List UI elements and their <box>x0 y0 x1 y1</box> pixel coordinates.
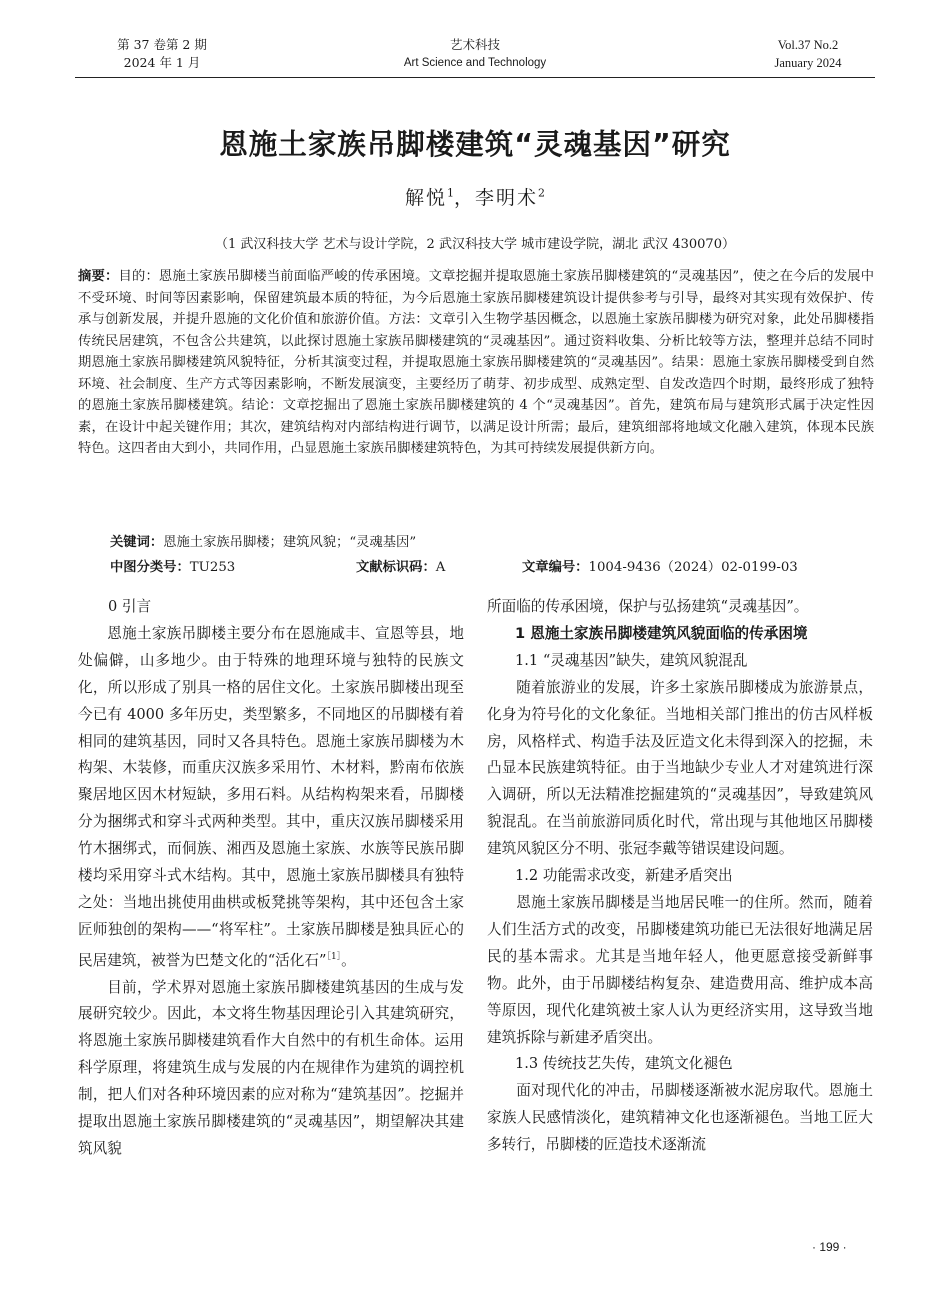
section-heading-1: 1 恩施土家族吊脚楼建筑风貌面临的传承困境 <box>515 624 808 642</box>
subsection-heading-1-3: 1.3 传统技艺失传，建筑文化褪色 <box>515 1055 733 1073</box>
doc-code-label: 文献标识码： <box>356 560 436 575</box>
clc-number <box>110 556 235 575</box>
paragraph-intro-2: 目前，学术界对恩施土家族吊脚楼建筑基因的生成与发展研究较少。因此，本文将生物基因理论引入其建筑研究，将恩施土家族吊脚楼建筑看作大自然中的有机生命体。运用科学原理，将建筑生成与发展的内在规律作为建筑的调控机制，把人们对各种环境因素的应对称为“建筑基因”。挖掘并提取出恩施土家族吊脚楼建筑的“灵魂基因”，期望解决其建筑风貌 <box>78 978 464 1157</box>
date-en: January 2024 <box>774 56 842 70</box>
journal-name-cn: 艺术科技 <box>449 37 500 52</box>
document-code <box>356 556 445 575</box>
page-number: · 199 · <box>812 1240 847 1254</box>
paragraph-end: 。 <box>341 951 356 969</box>
affiliation: （1 武汉科技大学 艺术与设计学院，2 武汉科技大学 城市建设学院，湖北 武汉 430070） <box>215 237 735 252</box>
paper-title: 恩施土家族吊脚楼建筑“灵魂基因”研究 <box>219 128 731 161</box>
keywords-text: 恩施土家族吊脚楼；建筑风貌；“灵魂基因” <box>163 535 417 550</box>
article-number <box>522 556 798 575</box>
clc-value: TU253 <box>189 560 236 575</box>
author-separator: ， <box>453 187 475 209</box>
author-1-affil: 1 <box>446 186 454 200</box>
paragraph-intro-1 <box>78 621 464 975</box>
doc-code-value: A <box>435 560 446 575</box>
clc-label: 中图分类号： <box>110 560 190 575</box>
paragraph-1-3: 面对现代化的冲击，吊脚楼逐渐被水泥房取代。恩施土家族人民感情淡化，建筑精神文化也逐渐褪色。当地工匠大多转行，吊脚楼的匠造技术逐渐流 <box>487 1082 873 1154</box>
body-column-right <box>487 594 873 1159</box>
paragraph-text: 恩施土家族吊脚楼主要分布在恩施咸丰、宣恩等县，地处偏僻，山多地少。由于特殊的地理环境与独特的民族文化，所以形成了别具一格的居住文化。土家族吊脚楼出现至今已有 4000 多年历史，类型繁多，不同地区的吊脚楼有着相同的建筑基因，同时又各具特色。恩施土家族吊脚楼为木构架、木装修，而重庆汉族多采用竹、木材料，黔南布依族聚居地区因木材短缺，多用石料。从结构构架来看，吊脚楼分为捆绑式和穿斗式两种类型。其中，重庆汉族吊脚楼采用竹木捆绑式，而侗族、湘西及恩施土家族、水族等民族吊脚楼均采用穿斗式木结构。其中，恩施土家族吊脚楼具有独特之处：当地出挑使用曲栱或板凳挑等架构，其中还包含土家匠师独创的架构——“将军柱”。土家族吊脚楼是独具匠心的民居建筑，被誉为巴楚文化的“活化石” <box>78 624 464 969</box>
abstract-text: 目的：恩施土家族吊脚楼当前面临严峻的传承困境。文章挖掘并提取恩施土家族吊脚楼建筑的“灵魂基因”，使之在今后的发展中不受环境、时间等因素影响，保留建筑最本质的特征，为今后恩施土家族吊脚楼建筑设计提供参考与引导，最终对其实现有效保护、传承与创新发展，并提升恩施的文化价值和旅游价值。方法：文章引入生物学基因概念，以恩施土家族吊脚楼为研究对象，此处吊脚楼指传统民居建筑，不包含公共建筑，以此探讨恩施土家族吊脚楼建筑的“灵魂基因”。通过资料收集、分析比较等方法，整理并总结不同时期恩施土家族吊脚楼建筑风貌特征，分析其演变过程，并提取恩施土家族吊脚楼建筑的“灵魂基因”。结果：恩施土家族吊脚楼受到自然环境、社会制度、生产方式等因素影响，不断发展演变，主要经历了萌芽、初步成型、成熟定型、自发改造四个时期，最终形成了独特的恩施土家族吊脚楼建筑。结论：文章挖掘出了恩施土家族吊脚楼建筑的 4 个“灵魂基因”。首先，建筑布局与建筑形式属于决定性因素，在设计中起关键作用；其次，建筑结构对内部结构进行调节，以满足设计所需；最后，建筑细部将地域文化融入建筑，体现本民族特色。这四者由大到小，共同作用，凸显恩施土家族吊脚楼建筑特色，为其可持续发展提供新方向。 <box>78 269 874 456</box>
citation-ref: ［1］ <box>326 951 342 962</box>
paragraph-intro-2-continued: 所面临的传承困境，保护与弘扬建筑“灵魂基因”。 <box>487 598 809 615</box>
volume-issue-cn: 第 37 卷第 2 期 <box>117 37 207 52</box>
subsection-heading-1-2: 1.2 功能需求改变，新建矛盾突出 <box>515 867 733 885</box>
journal-name-en: Art Science and Technology <box>403 57 547 69</box>
abstract-label: 摘要： <box>78 269 119 284</box>
header-volume-cn <box>112 36 212 72</box>
keywords <box>110 531 416 550</box>
section-heading-0: 0 引言 <box>108 598 152 615</box>
article-number-label: 文章编号： <box>522 560 589 575</box>
author-2-affil: 2 <box>538 186 546 200</box>
author-2: 李明术 <box>475 187 539 209</box>
subsection-heading-1-1: 1.1 “灵魂基因”缺失，建筑风貌混乱 <box>515 651 748 669</box>
author-1: 解悦 <box>404 187 447 209</box>
header-volume-en <box>738 36 878 72</box>
keywords-label: 关键词： <box>110 535 164 550</box>
paragraph-1-2: 恩施土家族吊脚楼是当地居民唯一的住所。然而，随着人们生活方式的改变，吊脚楼建筑功能已无法很好地满足居民的基本需求。尤其是当地年轻人，他更愿意接受新鲜事物。此外，由于吊脚楼结构复杂、建造费用高、维护成本高等原因，现代化建筑被土家人认为更经济实用，这导致当地建筑拆除与新建矛盾突出。 <box>487 893 873 1046</box>
volume-issue-en: Vol.37 No.2 <box>777 38 839 52</box>
header-divider <box>75 77 875 78</box>
body-column-left <box>78 594 464 1163</box>
paragraph-1-1: 随着旅游业的发展，许多土家族吊脚楼成为旅游景点，化身为符号化的文化象征。当地相关部门推出的仿古风样板房，风格样式、构造手法及匠造文化未得到深入的挖掘，未凸显本民族建筑特征。由于当地缺少专业人才对建筑进行深入调研，所以无法精准挖掘建筑的“灵魂基因”，导致建筑风貌混乱。在当前旅游同质化时代，常出现与其他地区吊脚楼建筑风貌区分不明、张冠李戴等错误建设问题。 <box>487 678 873 858</box>
author-line <box>0 183 950 210</box>
header-journal <box>375 36 575 72</box>
article-number-value: 1004-9436（2024）02-0199-03 <box>588 560 798 575</box>
abstract <box>78 266 874 460</box>
date-cn: 2024 年 1 月 <box>123 55 201 70</box>
